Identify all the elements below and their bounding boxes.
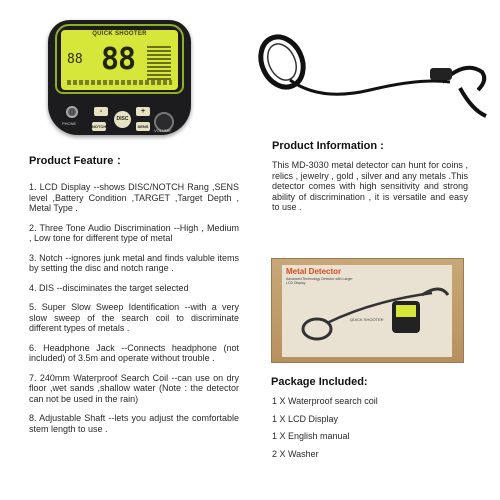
detector-shaft [290,80,450,94]
detector-control-box [430,68,452,80]
lcd-scale [67,80,172,85]
lcd-small-digits: 88 [67,52,83,67]
knob-label: VOLUME [154,128,171,133]
box-quick-shooter: QUICK SHOOTER [350,317,384,322]
product-information-text: This MD-3030 metal detector can hunt for coins , relics , jewelry , gold , silver and any metals .This detector comes with high sensitivity and strong ability of discrimination , it is versatile and easy to use . [272,160,468,212]
feature-item: 3. Notch --ignores junk metal and finds valuble items by setting the disc and notch range . [29,252,239,273]
product-feature-title: Product Feature ： [29,155,128,167]
package-item: 1 X English manual [272,431,350,441]
search-coil [253,30,311,94]
jack-label: PHONE [62,121,77,126]
sens-button: SENS [137,124,149,129]
box-detector-illustration [292,281,457,351]
feature-item: 6. Headphone Jack --Connects headphone (not included) of 3.5m and operate without trouble . [29,342,239,363]
feature-item: 5. Super Slow Sweep Identification --with a very slow sweep of the search coil to discriminate different types of metals . [29,302,239,333]
lcd-main-digits: 88 [101,42,136,77]
plus-button: + [136,107,150,116]
feature-item: 8. Adjustable Shaft --lets you adjust the comfortable stem length to use . [29,413,239,434]
product-feature-list [29,182,239,443]
feature-item: 4. DIS --disciminates the target selected [29,282,189,293]
notch-button: NOTCH [92,124,107,129]
control-panel-image [48,20,191,135]
package-included-title: Package Included: [271,376,368,388]
feature-item: 2. Three Tone Audio Discrimination --High , Medium , Low tone for different type of metal [29,222,239,243]
package-item: 2 X Washer [272,448,319,459]
package-list [272,396,378,466]
product-information-title: Product Information : [272,140,384,152]
lcd-brand: QUICK SHOOTER [92,31,147,37]
minus-button: - [94,107,108,116]
lcd-bar-graph [147,46,171,80]
lcd-screen [61,30,178,90]
feature-item: 7. 240mm Waterproof Search Coil --can use on dry floor ,wet sands ,shallow water (Note : the detector can not be used in the rain) [29,372,239,404]
disc-button: DISC [114,111,131,128]
headphone-jack-icon [66,106,78,118]
box-subtitle: Advanced Technology Detector with Larger LCD Display [286,277,353,285]
package-item: 1 X Waterproof search coil [272,396,378,406]
package-item: 1 X LCD Display [272,413,339,424]
box-brand-text: Metal Detector [286,267,342,276]
handle [460,88,486,116]
feature-item: 1. LCD Display --shows DISC/NOTCH Rang ,SENS level ,Battery Condition ,TARGET ,Target Depth , Metal Type . [29,182,239,213]
product-box-image [271,258,464,363]
metal-detector-image [250,30,495,130]
